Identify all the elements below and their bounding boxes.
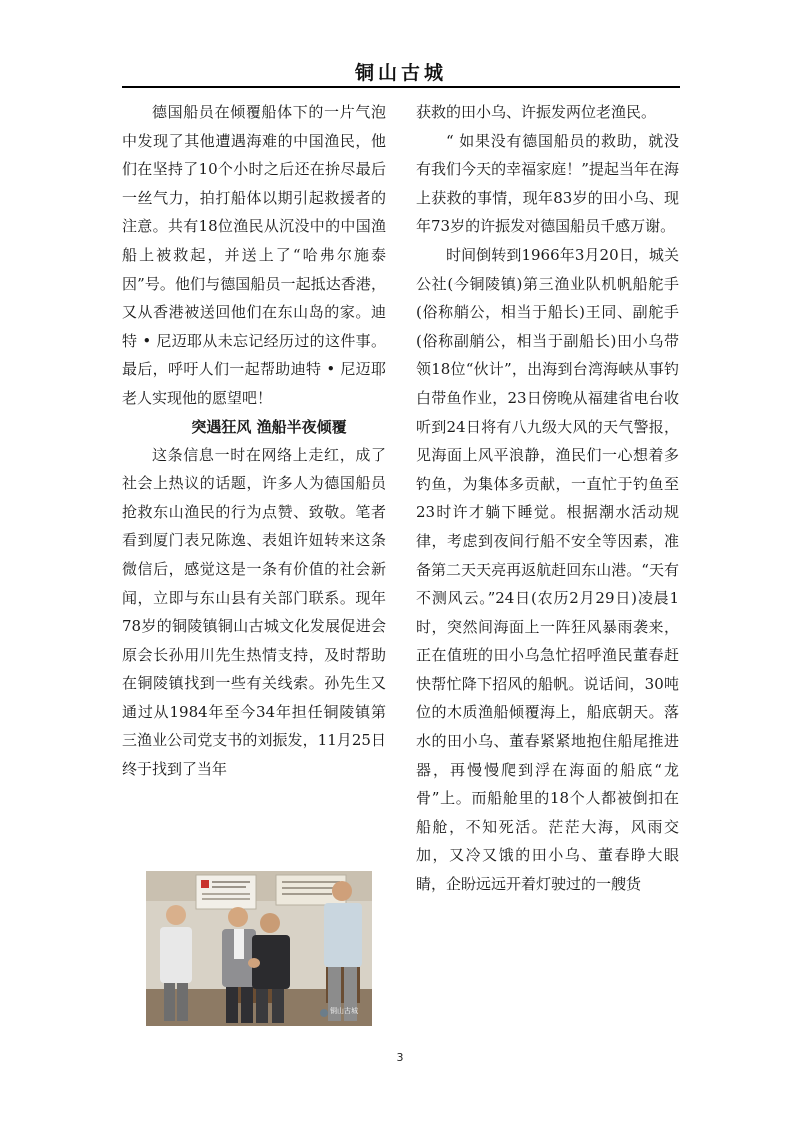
article-photo [146, 871, 372, 1026]
left-column [122, 98, 386, 784]
right-paragraph-3: 时间倒转到1966年3月20日，城关公社(今铜陵镇)第三渔业队机帆船舵手(俗称艄公，相当于船长)王同、副舵手(俗称副艄公，相当于副船长)田小乌带领18位“伙计”，出海到台湾海峡从事钓白带鱼作业，23日傍晚从福建省电台收听到24日将有八九级大风的天气警报，见海面上风平浪静，渔民们一心想着多钓鱼，为集体多贡献，一直忙于钓鱼至23时许才躺下睡觉。根据潮水活动规律，考虑到夜间行船不安全等因素，准备第二天天亮再返航赶回东山港。“天有不测风云。”24日(农历2月29日)凌晨1时，突然间海面上一阵狂风暴雨袭来，正在值班的田小乌急忙招呼渔民董春赶快帮忙降下招风的船帆。说话间，30吨位的木质渔船倾覆海上，船底朝天。落水的田小乌、董春紧紧地抱住船尾推进器，再慢慢爬到浮在海面的船底“龙骨”上。而船舱里的18个人都被倒扣在船舱，不知死活。茫茫大海，风雨交加，又冷又饿的田小乌、董春睁大眼睛，企盼远远开着灯驶过的一艘货 [416, 245, 679, 894]
header-divider [122, 86, 680, 88]
right-paragraph-1: 获救的田小乌、许振发两位老渔民。 [416, 103, 657, 121]
left-paragraph-2: 这条信息一时在网络上走红，成了社会上热议的话题，许多人为德国船员抢救东山渔民的行为点赞、致敬。笔者看到厦门表兄陈逸、表姐许妞转来这条微信后，感觉这是一条有价值的社会新闻，立即与东山县有关部门联系。现年78岁的铜陵镇铜山古城文化发展促进会原会长孙用川先生热情支持，及时帮助在铜陵镇找到一些有关线索。孙先生又通过从1984年至今34年担任铜陵镇第三渔业公司党支书的刘振发，11月25日终于找到了当年 [122, 445, 386, 779]
right-paragraph-2: “ 如果没有德国船员的救助，就没有我们今天的幸福家庭！”提起当年在海上获救的事情，现年83岁的田小乌、现年73岁的许振发对德国船员千感万谢。 [416, 131, 679, 236]
page-header-title: 铜山古城 [354, 62, 447, 84]
left-paragraph-1: 德国船员在倾覆船体下的一片气泡中发现了其他遭遇海难的中国渔民，他们在坚持了10个小时之后还在拚尽最后一丝气力，拍打船体以期引起救援者的注意。共有18位渔民从沉没中的中国渔船上被救起，并送上了“哈弗尔施泰因”号。他们与德国船员一起抵达香港，又从香港被送回他们在东山岛的家。迪特 • 尼迈耶从未忘记经历过的这件事。最后，呼吁人们一起帮助迪特 • 尼迈耶老人实现他的愿望吧！ [122, 103, 386, 407]
photo-watermark: 铜山古城 [330, 1007, 358, 1015]
page-number: 3 [396, 1051, 404, 1064]
section-subheading: 突遇狂风 渔船半夜倾覆 [191, 417, 347, 436]
right-column [416, 98, 679, 899]
